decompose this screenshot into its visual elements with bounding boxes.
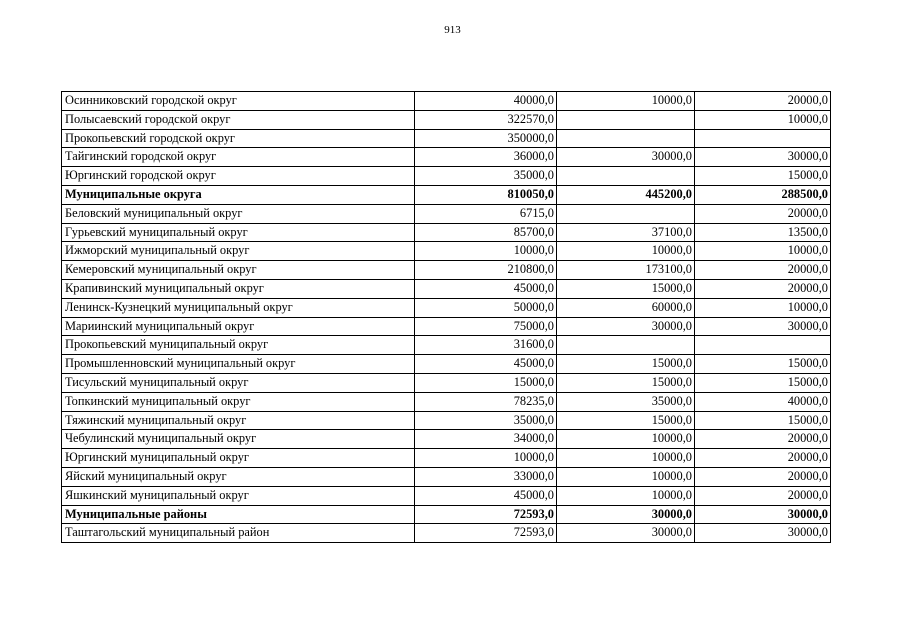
table-row xyxy=(62,148,831,167)
value-cell-1: 45000,0 xyxy=(415,486,557,505)
table-row xyxy=(62,129,831,148)
value-cell-2: 30000,0 xyxy=(557,317,695,336)
value-cell-3: 288500,0 xyxy=(695,185,831,204)
value-cell-1: 72593,0 xyxy=(415,524,557,543)
value-cell-2: 10000,0 xyxy=(557,92,695,111)
table-row xyxy=(62,430,831,449)
value-cell-1: 10000,0 xyxy=(415,449,557,468)
value-cell-2: 10000,0 xyxy=(557,467,695,486)
row-name-cell: Мариинский муниципальный округ xyxy=(62,317,415,336)
value-cell-2: 173100,0 xyxy=(557,261,695,280)
page-number: 913 xyxy=(444,24,461,36)
table-row-subtotal xyxy=(62,505,831,524)
value-cell-2: 15000,0 xyxy=(557,373,695,392)
row-name-cell: Яшкинский муниципальный округ xyxy=(62,486,415,505)
value-cell-1: 40000,0 xyxy=(415,92,557,111)
value-cell-1: 322570,0 xyxy=(415,110,557,129)
value-cell-3: 20000,0 xyxy=(695,449,831,468)
value-cell-3: 20000,0 xyxy=(695,204,831,223)
value-cell-2: 37100,0 xyxy=(557,223,695,242)
value-cell-1: 36000,0 xyxy=(415,148,557,167)
value-cell-1: 10000,0 xyxy=(415,242,557,261)
row-name-cell: Крапивинский муниципальный округ xyxy=(62,279,415,298)
table-row xyxy=(62,524,831,543)
value-cell-2: 30000,0 xyxy=(557,505,695,524)
value-cell-3 xyxy=(695,336,831,355)
value-cell-3: 30000,0 xyxy=(695,317,831,336)
budget-table-body xyxy=(62,92,831,543)
value-cell-2: 10000,0 xyxy=(557,430,695,449)
table-row xyxy=(62,261,831,280)
value-cell-1: 72593,0 xyxy=(415,505,557,524)
table-row xyxy=(62,355,831,374)
value-cell-1: 45000,0 xyxy=(415,279,557,298)
value-cell-1: 85700,0 xyxy=(415,223,557,242)
value-cell-3: 20000,0 xyxy=(695,92,831,111)
value-cell-2 xyxy=(557,110,695,129)
value-cell-1: 31600,0 xyxy=(415,336,557,355)
value-cell-3: 15000,0 xyxy=(695,167,831,186)
value-cell-1: 350000,0 xyxy=(415,129,557,148)
value-cell-1: 75000,0 xyxy=(415,317,557,336)
value-cell-2 xyxy=(557,129,695,148)
row-name-cell: Юргинский городской округ xyxy=(62,167,415,186)
row-name-cell: Полысаевский городской округ xyxy=(62,110,415,129)
row-name-cell: Таштагольский муниципальный район xyxy=(62,524,415,543)
value-cell-3: 10000,0 xyxy=(695,110,831,129)
row-name-cell: Муниципальные округа xyxy=(62,185,415,204)
value-cell-2 xyxy=(557,167,695,186)
value-cell-3: 13500,0 xyxy=(695,223,831,242)
value-cell-3: 20000,0 xyxy=(695,261,831,280)
row-name-cell: Ижморский муниципальный округ xyxy=(62,242,415,261)
value-cell-1: 35000,0 xyxy=(415,167,557,186)
row-name-cell: Тайгинский городской округ xyxy=(62,148,415,167)
value-cell-2: 10000,0 xyxy=(557,449,695,468)
row-name-cell: Прокопьевский муниципальный округ xyxy=(62,336,415,355)
value-cell-1: 810050,0 xyxy=(415,185,557,204)
row-name-cell: Кемеровский муниципальный округ xyxy=(62,261,415,280)
row-name-cell: Прокопьевский городской округ xyxy=(62,129,415,148)
value-cell-3: 10000,0 xyxy=(695,242,831,261)
table-row xyxy=(62,242,831,261)
value-cell-2: 15000,0 xyxy=(557,279,695,298)
value-cell-2: 10000,0 xyxy=(557,242,695,261)
value-cell-2: 30000,0 xyxy=(557,524,695,543)
value-cell-1: 33000,0 xyxy=(415,467,557,486)
table-row xyxy=(62,336,831,355)
row-name-cell: Промышленновский муниципальный округ xyxy=(62,355,415,374)
value-cell-1: 45000,0 xyxy=(415,355,557,374)
row-name-cell: Тисульский муниципальный округ xyxy=(62,373,415,392)
row-name-cell: Топкинский муниципальный округ xyxy=(62,392,415,411)
table-row-subtotal xyxy=(62,185,831,204)
row-name-cell: Ленинск-Кузнецкий муниципальный округ xyxy=(62,298,415,317)
value-cell-3: 20000,0 xyxy=(695,467,831,486)
value-cell-2: 15000,0 xyxy=(557,411,695,430)
value-cell-3: 15000,0 xyxy=(695,411,831,430)
value-cell-2 xyxy=(557,336,695,355)
table-row xyxy=(62,110,831,129)
row-name-cell: Осинниковский городской округ xyxy=(62,92,415,111)
table-row xyxy=(62,392,831,411)
row-name-cell: Беловский муниципальный округ xyxy=(62,204,415,223)
value-cell-1: 35000,0 xyxy=(415,411,557,430)
value-cell-1: 34000,0 xyxy=(415,430,557,449)
value-cell-3: 10000,0 xyxy=(695,298,831,317)
value-cell-2 xyxy=(557,204,695,223)
value-cell-1: 15000,0 xyxy=(415,373,557,392)
table-row xyxy=(62,204,831,223)
value-cell-3: 40000,0 xyxy=(695,392,831,411)
table-row xyxy=(62,411,831,430)
value-cell-2: 10000,0 xyxy=(557,486,695,505)
value-cell-3: 20000,0 xyxy=(695,486,831,505)
value-cell-1: 78235,0 xyxy=(415,392,557,411)
table-row xyxy=(62,486,831,505)
row-name-cell: Тяжинский муниципальный округ xyxy=(62,411,415,430)
value-cell-2: 60000,0 xyxy=(557,298,695,317)
row-name-cell: Юргинский муниципальный округ xyxy=(62,449,415,468)
row-name-cell: Гурьевский муниципальный округ xyxy=(62,223,415,242)
value-cell-1: 210800,0 xyxy=(415,261,557,280)
table-row xyxy=(62,467,831,486)
value-cell-2: 30000,0 xyxy=(557,148,695,167)
value-cell-3 xyxy=(695,129,831,148)
value-cell-3: 20000,0 xyxy=(695,279,831,298)
table-row xyxy=(62,317,831,336)
row-name-cell: Муниципальные районы xyxy=(62,505,415,524)
value-cell-3: 30000,0 xyxy=(695,148,831,167)
value-cell-1: 6715,0 xyxy=(415,204,557,223)
table-row xyxy=(62,373,831,392)
row-name-cell: Яйский муниципальный округ xyxy=(62,467,415,486)
row-name-cell: Чебулинский муниципальный округ xyxy=(62,430,415,449)
table-row xyxy=(62,223,831,242)
value-cell-3: 20000,0 xyxy=(695,430,831,449)
table-row xyxy=(62,298,831,317)
table-row xyxy=(62,449,831,468)
table-row xyxy=(62,167,831,186)
value-cell-3: 30000,0 xyxy=(695,524,831,543)
value-cell-3: 30000,0 xyxy=(695,505,831,524)
table-row xyxy=(62,92,831,111)
value-cell-2: 15000,0 xyxy=(557,355,695,374)
value-cell-3: 15000,0 xyxy=(695,373,831,392)
budget-table xyxy=(61,91,831,543)
value-cell-2: 445200,0 xyxy=(557,185,695,204)
value-cell-2: 35000,0 xyxy=(557,392,695,411)
table-row xyxy=(62,279,831,298)
value-cell-1: 50000,0 xyxy=(415,298,557,317)
value-cell-3: 15000,0 xyxy=(695,355,831,374)
